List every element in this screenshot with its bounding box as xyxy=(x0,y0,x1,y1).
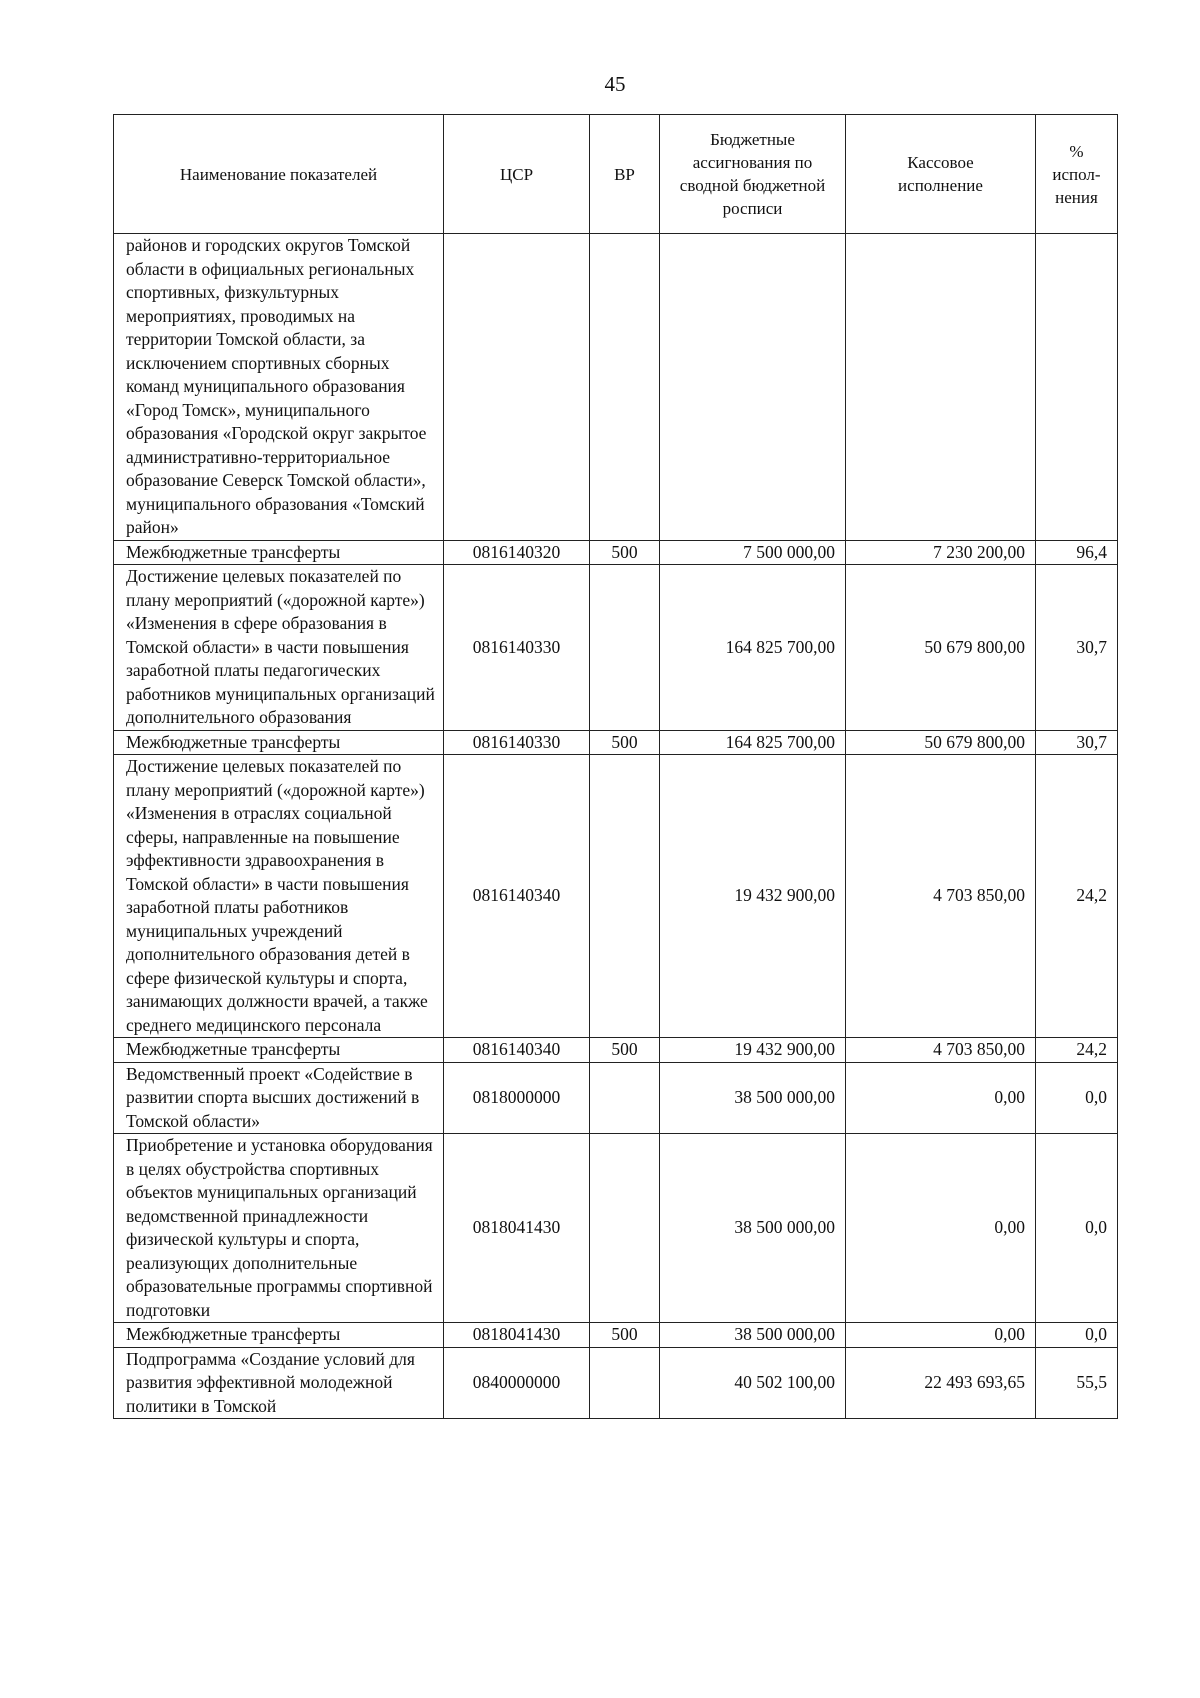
table-row xyxy=(114,565,1118,731)
budget-execution-table xyxy=(113,114,1118,1419)
row-vr: 500 xyxy=(590,730,660,755)
row-vr xyxy=(590,234,660,541)
row-budget: 38 500 000,00 xyxy=(660,1134,846,1323)
row-execution: 0,00 xyxy=(846,1323,1036,1348)
row-name: Межбюджетные трансферты xyxy=(114,540,444,565)
table-row xyxy=(114,540,1118,565)
row-code: 0816140340 xyxy=(444,1038,590,1063)
row-execution: 4 703 850,00 xyxy=(846,755,1036,1038)
row-percent: 96,4 xyxy=(1036,540,1118,565)
table-header-row xyxy=(114,115,1118,234)
column-header-name: Наименование показателей xyxy=(114,115,444,234)
row-execution xyxy=(846,234,1036,541)
row-budget: 7 500 000,00 xyxy=(660,540,846,565)
row-name: районов и городских округов Томской области в официальных региональных спортивных, физкультурных мероприятиях, проводимых на территории Томской области, за исключением спортивных сборных команд муниципального образования «Город Томск», муниципального образования «Городской округ закрытое административно-территориальное образование Северск Томской области», муниципального образования «Томский район» xyxy=(114,234,444,541)
row-name: Межбюджетные трансферты xyxy=(114,1323,444,1348)
row-percent xyxy=(1036,234,1118,541)
row-vr xyxy=(590,755,660,1038)
row-percent: 0,0 xyxy=(1036,1062,1118,1134)
row-percent: 0,0 xyxy=(1036,1323,1118,1348)
row-vr xyxy=(590,1347,660,1419)
row-execution: 22 493 693,65 xyxy=(846,1347,1036,1419)
row-code: 0816140320 xyxy=(444,540,590,565)
table-row xyxy=(114,234,1118,541)
row-execution: 0,00 xyxy=(846,1134,1036,1323)
row-budget: 38 500 000,00 xyxy=(660,1062,846,1134)
row-vr: 500 xyxy=(590,1323,660,1348)
table-row xyxy=(114,1134,1118,1323)
row-execution: 4 703 850,00 xyxy=(846,1038,1036,1063)
row-execution: 50 679 800,00 xyxy=(846,730,1036,755)
row-budget: 164 825 700,00 xyxy=(660,565,846,731)
page-number: 45 xyxy=(604,72,626,96)
column-header-percent: % испол-нения xyxy=(1036,115,1118,234)
row-execution: 50 679 800,00 xyxy=(846,565,1036,731)
row-name: Приобретение и установка оборудования в целях обустройства спортивных объектов муниципальных организаций ведомственной принадлежности физической культуры и спорта, реализующих дополнительные образовательные программы спортивной подготовки xyxy=(114,1134,444,1323)
row-vr: 500 xyxy=(590,1038,660,1063)
row-code xyxy=(444,234,590,541)
row-vr: 500 xyxy=(590,540,660,565)
column-header-vr: ВР xyxy=(590,115,660,234)
row-percent: 55,5 xyxy=(1036,1347,1118,1419)
row-percent: 0,0 xyxy=(1036,1134,1118,1323)
row-vr xyxy=(590,565,660,731)
column-header-execution: Кассовое исполнение xyxy=(846,115,1036,234)
row-code: 0840000000 xyxy=(444,1347,590,1419)
row-execution: 7 230 200,00 xyxy=(846,540,1036,565)
row-name: Достижение целевых показателей по плану мероприятий («дорожной карте») «Изменения в отраслях социальной сферы, направленные на повышение эффективности здравоохранения в Томской области» в части повышения заработной платы работников муниципальных учреждений дополнительного образования детей в сфере физической культуры и спорта, занимающих должности врачей, а также среднего медицинского персонала xyxy=(114,755,444,1038)
row-code: 0818000000 xyxy=(444,1062,590,1134)
table-row xyxy=(114,1038,1118,1063)
row-execution: 0,00 xyxy=(846,1062,1036,1134)
row-budget: 164 825 700,00 xyxy=(660,730,846,755)
table-row xyxy=(114,1347,1118,1419)
row-budget: 19 432 900,00 xyxy=(660,1038,846,1063)
column-header-code: ЦСР xyxy=(444,115,590,234)
row-budget: 40 502 100,00 xyxy=(660,1347,846,1419)
row-code: 0816140330 xyxy=(444,730,590,755)
row-name: Ведомственный проект «Содействие в развитии спорта высших достижений в Томской области» xyxy=(114,1062,444,1134)
row-name: Достижение целевых показателей по плану мероприятий («дорожной карте») «Изменения в сфере образования в Томской области» в части повышения заработной платы педагогических работников муниципальных организаций дополнительного образования xyxy=(114,565,444,731)
row-percent: 24,2 xyxy=(1036,1038,1118,1063)
row-budget xyxy=(660,234,846,541)
row-vr xyxy=(590,1134,660,1323)
column-header-budget: Бюджетные ассигнования по сводной бюджетной росписи xyxy=(660,115,846,234)
row-name: Подпрограмма «Создание условий для развития эффективной молодежной политики в Томской xyxy=(114,1347,444,1419)
row-percent: 30,7 xyxy=(1036,730,1118,755)
table-row xyxy=(114,1323,1118,1348)
row-vr xyxy=(590,1062,660,1134)
row-percent: 30,7 xyxy=(1036,565,1118,731)
row-code: 0816140330 xyxy=(444,565,590,731)
row-code: 0818041430 xyxy=(444,1134,590,1323)
row-code: 0816140340 xyxy=(444,755,590,1038)
row-code: 0818041430 xyxy=(444,1323,590,1348)
row-name: Межбюджетные трансферты xyxy=(114,1038,444,1063)
table-row xyxy=(114,1062,1118,1134)
row-name: Межбюджетные трансферты xyxy=(114,730,444,755)
row-budget: 19 432 900,00 xyxy=(660,755,846,1038)
row-percent: 24,2 xyxy=(1036,755,1118,1038)
table-row xyxy=(114,755,1118,1038)
row-budget: 38 500 000,00 xyxy=(660,1323,846,1348)
table-row xyxy=(114,730,1118,755)
